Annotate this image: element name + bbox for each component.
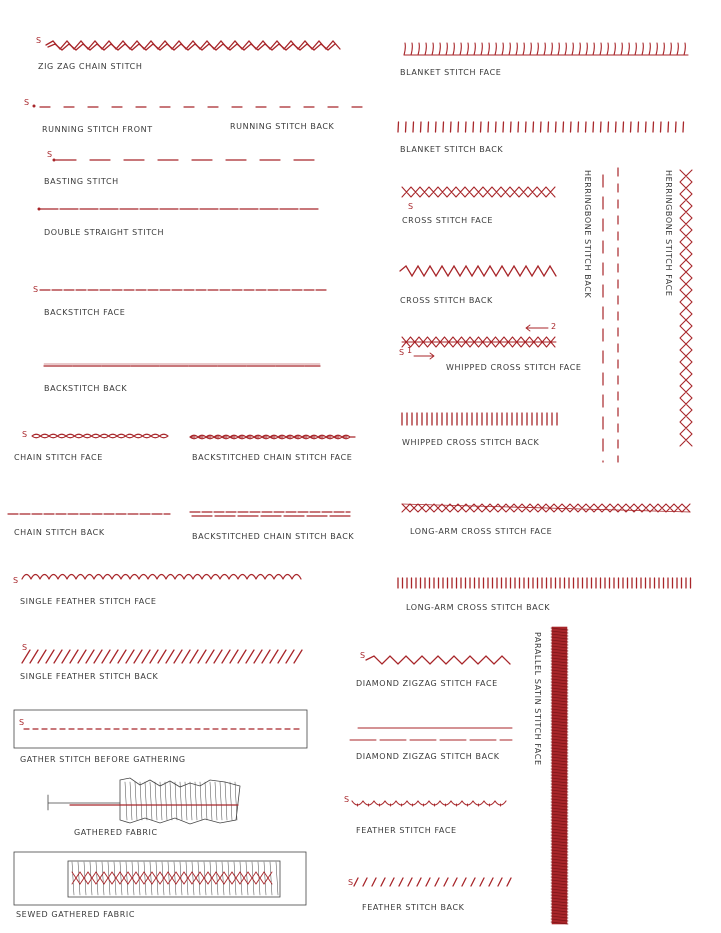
label-cross-back: CROSS STITCH BACK xyxy=(400,296,493,305)
start-marker: S xyxy=(360,651,366,660)
label-blanket-face: BLANKET STITCH FACE xyxy=(400,68,502,77)
label-herringbone-face: HERRINGBONE STITCH FACE xyxy=(664,170,673,297)
feather-stitch-face xyxy=(352,801,506,806)
start-marker: S xyxy=(24,98,30,107)
start-marker: S xyxy=(33,285,39,294)
label-chain-face: CHAIN STITCH FACE xyxy=(14,453,103,462)
backstitched-chain-stitch-face xyxy=(190,435,355,439)
start-marker: S xyxy=(22,430,28,439)
label-whipped-cross-back: WHIPPED CROSS STITCH BACK xyxy=(402,438,540,447)
start-marker: S xyxy=(19,718,25,727)
sequence-marker-one: 1 xyxy=(407,346,413,355)
start-marker: S xyxy=(47,150,53,159)
blanket-stitch-face xyxy=(404,43,688,55)
label-backstitch-face: BACKSTITCH FACE xyxy=(44,308,126,317)
start-marker: S xyxy=(13,576,19,585)
start-marker: S xyxy=(399,348,405,357)
label-backstitched-chain-back: BACKSTITCHED CHAIN STITCH BACK xyxy=(192,532,355,541)
basting-stitch xyxy=(53,159,321,162)
running-stitch xyxy=(33,105,373,108)
start-marker: S xyxy=(36,36,42,45)
label-backstitch-back: BACKSTITCH BACK xyxy=(44,384,128,393)
diamond-zigzag-stitch-face xyxy=(366,656,510,664)
long-arm-cross-stitch-face xyxy=(402,504,690,512)
double-straight-stitch xyxy=(38,208,319,211)
sewed-gathered-fabric xyxy=(14,852,306,905)
backstitched-chain-stitch-back xyxy=(190,512,350,516)
whipped-cross-stitch-face xyxy=(402,325,556,359)
label-cross-face: CROSS STITCH FACE xyxy=(402,216,494,225)
start-marker: S xyxy=(22,643,28,652)
herringbone-stitch-face xyxy=(680,170,692,446)
label-backstitched-chain-face: BACKSTITCHED CHAIN STITCH FACE xyxy=(192,453,353,462)
feather-stitch-back xyxy=(354,878,511,886)
label-zigzag-chain-face: ZIG ZAG CHAIN STITCH xyxy=(38,62,143,71)
blanket-stitch-back xyxy=(398,122,684,132)
cross-stitch-face xyxy=(402,187,555,197)
label-single-feather-back: SINGLE FEATHER STITCH BACK xyxy=(20,672,159,681)
label-gather-before: GATHER STITCH BEFORE GATHERING xyxy=(20,755,186,764)
parallel-satin-stitch-face xyxy=(551,627,568,924)
label-double-straight: DOUBLE STRAIGHT STITCH xyxy=(44,228,165,237)
chain-stitch-face xyxy=(32,434,168,438)
label-long-arm-cross-back: LONG-ARM CROSS STITCH BACK xyxy=(406,603,551,612)
label-chain-back: CHAIN STITCH BACK xyxy=(14,528,105,537)
single-feather-stitch-back xyxy=(22,650,302,663)
label-gathered-fabric: GATHERED FABRIC xyxy=(74,828,158,837)
label-basting: BASTING STITCH xyxy=(44,177,119,186)
sequence-marker-two: 2 xyxy=(551,322,557,331)
label-long-arm-cross-face: LONG-ARM CROSS STITCH FACE xyxy=(410,527,553,536)
diamond-zigzag-stitch-back xyxy=(350,728,512,740)
single-feather-stitch-face xyxy=(22,575,301,580)
gather-before-gathering xyxy=(14,710,307,748)
start-marker: S xyxy=(348,878,354,887)
cross-stitch-back xyxy=(400,266,556,276)
herringbone-stitch-back xyxy=(603,168,618,462)
gathered-fabric xyxy=(48,778,240,824)
label-single-feather-face: SINGLE FEATHER STITCH FACE xyxy=(20,597,157,606)
label-feather-face: FEATHER STITCH FACE xyxy=(356,826,457,835)
backstitch-back xyxy=(44,364,320,366)
label-diamond-zigzag-face: DIAMOND ZIGZAG STITCH FACE xyxy=(356,679,498,688)
label-running-back: RUNNING STITCH BACK xyxy=(230,122,335,131)
label-running-front: RUNNING STITCH FRONT xyxy=(42,125,153,134)
label-diamond-zigzag-back: DIAMOND ZIGZAG STITCH BACK xyxy=(356,752,500,761)
whipped-cross-stitch-back xyxy=(402,413,557,425)
label-sewed-gathered-fabric: SEWED GATHERED FABRIC xyxy=(16,910,136,919)
label-parallel-satin-face: PARALLEL SATIN STITCH FACE xyxy=(533,632,542,766)
label-whipped-cross-face: WHIPPED CROSS STITCH FACE xyxy=(446,363,582,372)
zigzag-chain-stitch xyxy=(46,41,340,50)
label-feather-back: FEATHER STITCH BACK xyxy=(362,903,465,912)
label-herringbone-back: HERRINGBONE STITCH BACK xyxy=(583,170,592,299)
label-blanket-back: BLANKET STITCH BACK xyxy=(400,145,504,154)
start-marker: S xyxy=(408,202,414,211)
long-arm-cross-stitch-back xyxy=(398,578,691,588)
start-marker: S xyxy=(344,795,350,804)
